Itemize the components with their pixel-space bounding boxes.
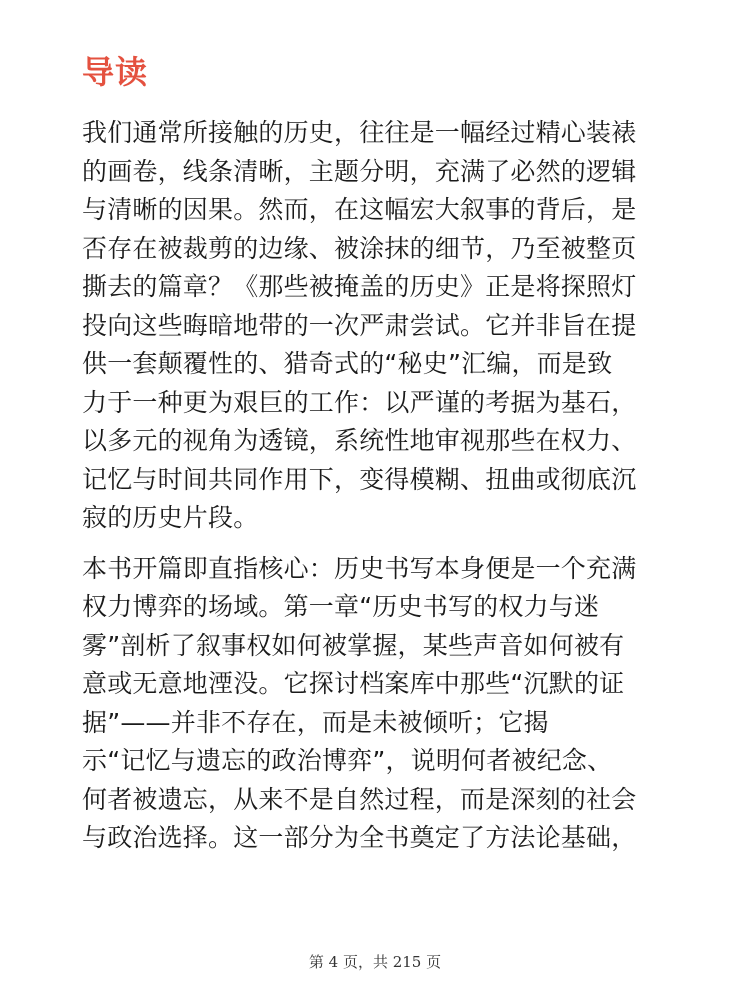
text-line: 何者被遗忘，从来不是自然过程，而是深刻的社会 [82,784,637,814]
page-number: 第 4 页，共 215 页 [308,953,442,971]
text-line: 否存在被裁剪的边缘、被涂抹的细节，乃至被整页 [82,233,637,263]
text-line: 撕去的篇章？《那些被掩盖的历史》正是将探照灯 [82,272,637,301]
paragraph-gap [82,538,682,550]
text-line: 意或无意地湮没。它探讨档案库中那些“沉默的证 [82,669,625,698]
text-line: 的画卷，线条清晰，主题分明，充满了必然的逻辑 [82,156,637,186]
paragraph-1 [82,114,682,538]
text-line: 我们通常所接触的历史，往往是一幅经过精心装裱 [82,118,637,147]
text-line: 以多元的视角为透镜，系统性地审视那些在权力、 [82,426,637,455]
text-line: 供一套颠覆性的、猎奇式的“秘史”汇编，而是致 [82,349,613,378]
paragraph-2 [82,550,682,858]
text-line: 与政治选择。这一部分为全书奠定了方法论基础， [82,823,637,852]
text-line: 力于一种更为艰巨的工作：以严谨的考据为基石， [82,387,637,417]
text-line: 记忆与时间共同作用下，变得模糊、扭曲或彻底沉 [82,464,637,494]
text-line: 与清晰的因果。然而，在这幅宏大叙事的背后，是 [82,195,637,224]
text-line: 示“记忆与遗忘的政治博弈”，说明何者被纪念、 [82,746,613,775]
section-heading: 导读 [82,53,149,91]
text-line: 投向这些晦暗地带的一次严肃尝试。它并非旨在提 [82,310,637,340]
text-line: 寂的历史片段。 [82,503,259,532]
text-line: 雾”剖析了叙事权如何被掌握，某些声音如何被有 [82,630,625,660]
body-text [82,114,682,858]
text-line: 本书开篇即直指核心：历史书写本身便是一个充满 [82,553,637,583]
text-line: 权力博弈的场域。第一章“历史书写的权力与迷 [82,592,600,621]
text-line: 据”——并非不存在，而是未被倾听；它揭 [82,707,549,737]
